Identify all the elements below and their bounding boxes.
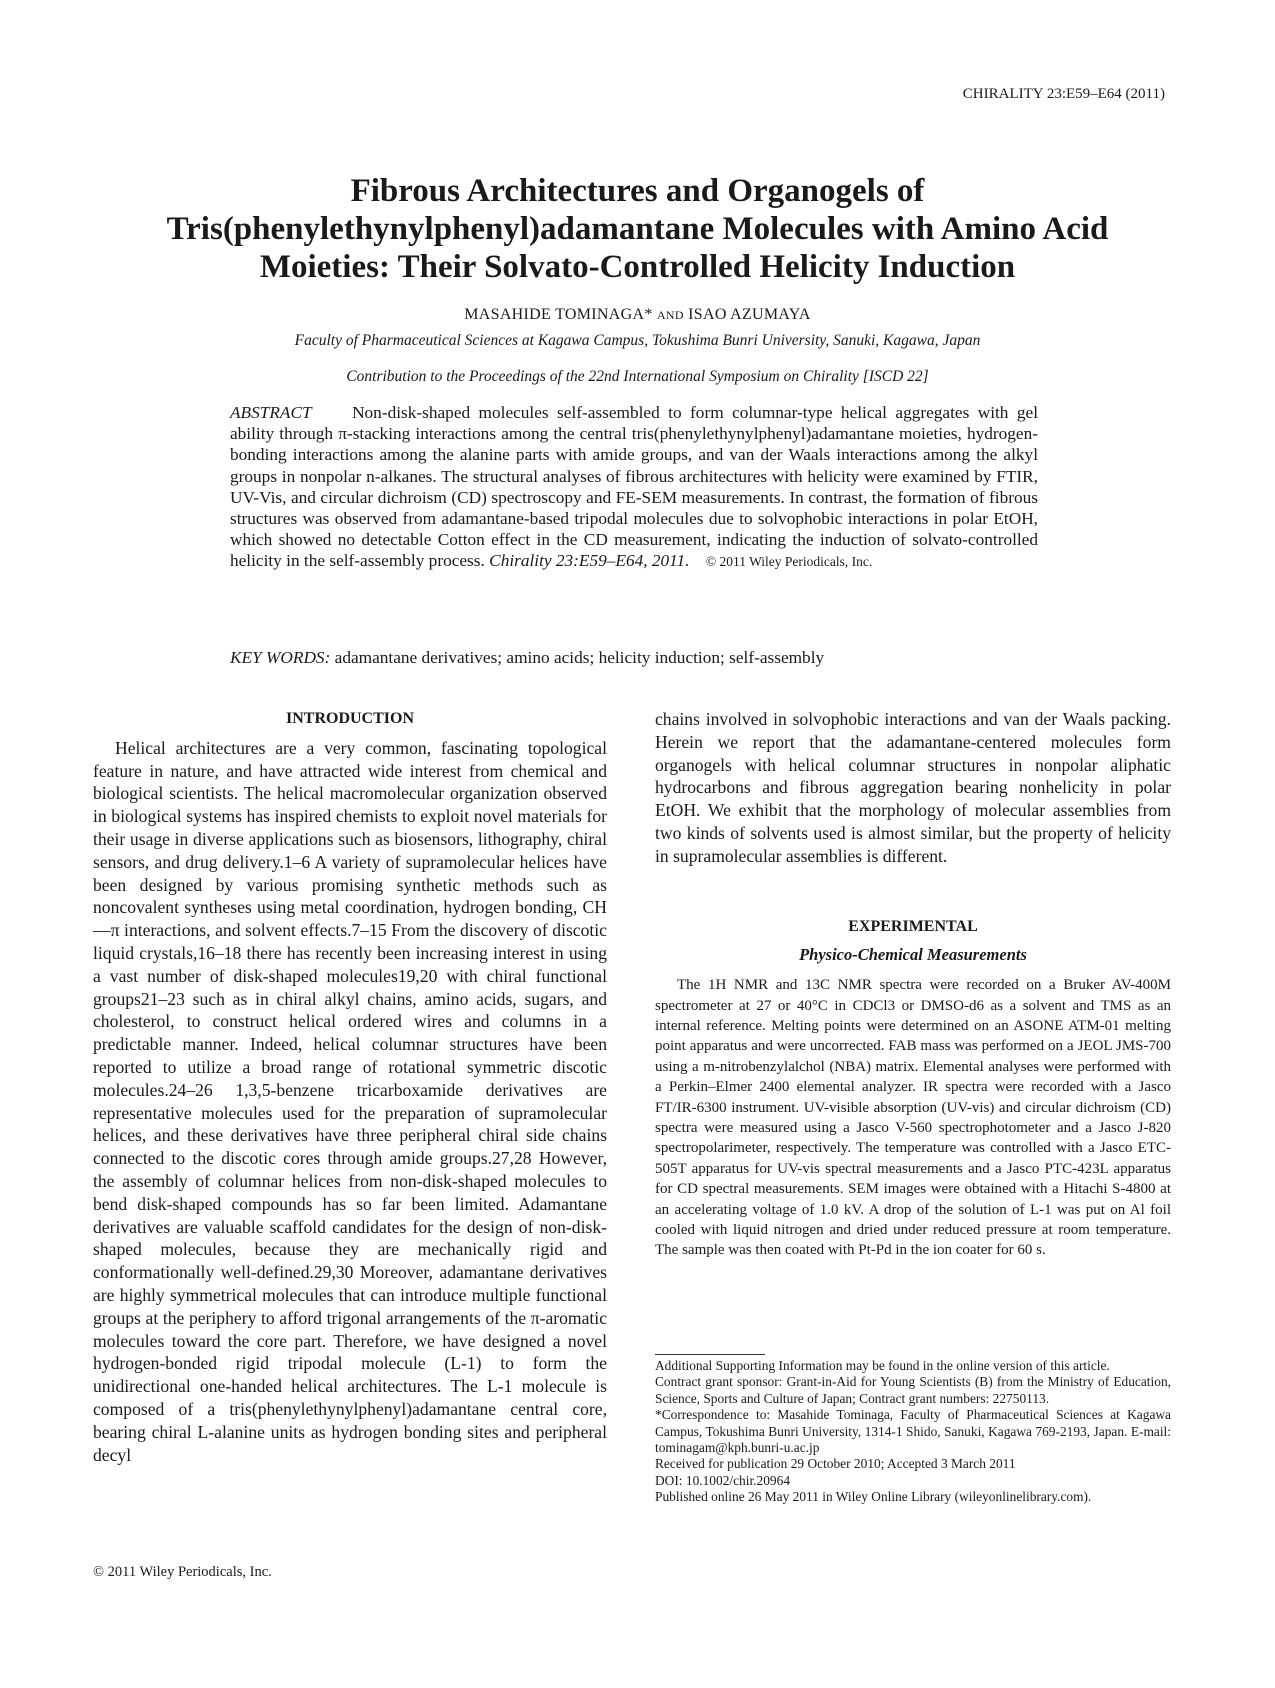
author-conjunction: AND — [656, 308, 684, 322]
abstract-copyright: © 2011 Wiley Periodicals, Inc. — [705, 554, 873, 570]
title-line-3: Moieties: Their Solvato-Controlled Helicity Induction — [259, 249, 1016, 285]
introduction-heading: INTRODUCTION — [285, 710, 414, 727]
abstract-label: ABSTRACT — [230, 403, 312, 422]
page-copyright: © 2011 Wiley Periodicals, Inc. — [93, 1564, 272, 1580]
left-column — [93, 708, 607, 1466]
footnote-received: Received for publication 29 October 2010; Accepted 3 March 2011 — [655, 1456, 1016, 1472]
affiliation: Faculty of Pharmaceutical Sciences at Kagawa Campus, Tokushima Bunri University, Sanuki, Kagawa, Japan — [294, 332, 981, 349]
contribution-note: Contribution to the Proceedings of the 22nd International Symposium on Chirality [ISCD 22] — [346, 368, 929, 385]
footnote-supporting-info: Additional Supporting Information may be found in the online version of this article. — [655, 1358, 1110, 1373]
footnote-published: Published online 26 May 2011 in Wiley Online Library (wileyonlinelibrary.com). — [655, 1489, 1092, 1505]
introduction-paragraph: Helical architectures are a very common, fascinating topological feature in nature, and have attracted wide interest from chemical and biological scientists. The helical macromolecular organization observed in biological systems has inspired chemists to exploit novel materials for their usage in diverse applications such as biosensors, lithography, chiral sensors, and drug delivery.1–6 A variety of supramolecular helices have been designed by various promising synthetic methods such as noncovalent syntheses using metal coordination, hydrogen bonding, CH—π interactions, and solvent effects.7–15 From the discovery of discotic liquid crystals,16–18 there has recently been increasing interest in using a vast number of disk-shaped molecules19,20 with chiral functional groups21–23 such as in chiral alkyl chains, amino acids, sugars, and cholesterol, to construct helical ordered wires and columns in a predictable manner. Indeed, helical columnar structures have been reported to utilize a broad range of rotational symmetric discotic molecules.24–26 1,3,5-benzene tricarboxamide derivatives are representative molecules used for the preparation of supramolecular helices, and these derivatives have three peripheral chiral side chains connected to the discotic cores through amide groups.27,28 However, the assembly of columnar helices from non-disk-shaped molecules to bend disk-shaped compounds has so far been limited. Adamantane derivatives are valuable scaffold candidates for the design of non-disk-shaped molecules, because they are mechanically rigid and conformationally well-defined.29,30 Moreover, adamantane derivatives are highly symmetrical molecules that can introduce multiple functional groups at the periphery to afford trigonal arrangements of the π-aromatic molecules toward the core part. Therefore, we have designed a novel hydrogen-bonded rigid tripodal molecule (L-1) to form the unidirectional one-handed helical architectures. The L-1 molecule is composed of a tris(phenylethynylphenyl)adamantane central core, bearing chiral L-alanine units as hydrogen bonding sites and peripheral decyl — [93, 737, 607, 1465]
footnote-correspondence: *Correspondence to: Masahide Tominaga, Faculty of Pharmaceutical Sciences at Kagawa Campus, Tokushima Bunri University, 1314-1 Shido, Sanuki, Kagawa 769-2193, Japan. E-mail: tominagam@kph.bunri-u.ac.jp — [655, 1407, 1171, 1456]
journal-header: CHIRALITY 23:E59–E64 (2011) — [962, 86, 1165, 102]
keywords-text: adamantane derivatives; amino acids; helicity induction; self-assembly — [334, 648, 825, 667]
introduction-continuation: chains involved in solvophobic interactions and van der Waals packing. Herein we report that the adamantane-centered molecules form organogels with helical columnar structures in nonpolar aliphatic hydrocarbons and fibrous aggregation bearing nonhelicity in polar EtOH. We exhibit that the morphology of molecular assemblies from two kinds of solvents used is almost similar, but the property of helicity in supramolecular assemblies is different. — [655, 709, 1171, 866]
author-2: ISAO AZUMAYA — [688, 306, 811, 323]
abstract — [230, 402, 1038, 573]
author-1: MASAHIDE TOMINAGA* — [464, 306, 653, 323]
footnote-grant: Contract grant sponsor: Grant-in-Aid for Young Scientists (B) from the Ministry of Education, Science, Sports and Culture of Japan; Contract grant numbers: 22750113. — [655, 1374, 1171, 1406]
keywords — [230, 648, 1038, 668]
abstract-citation: Chirality 23:E59–E64, 2011. — [489, 551, 690, 571]
right-column — [655, 708, 1171, 1261]
title-line-2: Tris(phenylethynylphenyl)adamantane Molecules with Amino Acid — [166, 211, 1109, 247]
title-line-1: Fibrous Architectures and Organogels of — [350, 173, 925, 209]
experimental-heading: EXPERIMENTAL — [848, 917, 978, 935]
paper-title — [100, 172, 1175, 286]
experimental-paragraph: The 1H NMR and 13C NMR spectra were recorded on a Bruker AV-400M spectrometer at 27 or 40°C in CDCl3 or DMSO-d6 as a solvent and TMS as an internal reference. Melting points were determined on an ASONE ATM-01 melting point apparatus and were uncorrected. FAB mass was performed on a JEOL JMS-700 using a m-nitrobenzylalchol (NBA) matrix. Elemental analyses were performed with a Perkin–Elmer 2400 elemental analyzer. IR spectra were recorded with a Jasco FT/IR-6300 instrument. UV-visible absorption (UV-vis) and circular dichroism (CD) spectra were measured using a Jasco V-560 spectrophotometer and a Jasco J-820 spectropolarimeter, respectively. The temperature was controlled with a Jasco ETC-505T apparatus for UV-vis spectral measurements and a Jasco PTC-423L apparatus for CD spectral measurements. SEM images were obtained with a Hitachi S-4800 at an accelerating voltage of 1.0 kV. A drop of the solution of L-1 was put on Al foil cooled with liquid nitrogen and dried under reduced pressure at room temperature. The sample was then coated with Pt-Pd in the ion coater for 60 s. — [655, 977, 1171, 1259]
keywords-label: KEY WORDS: — [230, 648, 331, 667]
footnotes — [655, 1358, 1171, 1506]
author-list — [100, 306, 1175, 324]
footnote-doi: DOI: 10.1002/chir.20964 — [655, 1472, 791, 1488]
abstract-text: Non-disk-shaped molecules self-assembled to form columnar-type helical aggregates with gel ability through π-stacking interactions among the central tris(phenylethynylphenyl)adamantane moieties, hydrogen-bonding interactions among the alanine parts with amide groups, and van der Waals interactions among the alkyl groups in nonpolar n-alkanes. The structural analyses of fibrous architectures with helicity were examined by FTIR, UV-Vis, and circular dichroism (CD) spectroscopy and FE-SEM measurements. In contrast, the formation of fibrous structures was observed from adamantane-based tripodal molecules due to solvophobic interactions in polar EtOH, which showed no detectable Cotton effect in the CD measurement, indicating the induction of solvato-controlled helicity in the self-assembly process. — [230, 403, 1038, 571]
measurements-subheading: Physico-Chemical Measurements — [799, 945, 1027, 965]
footnote-divider — [655, 1354, 765, 1355]
